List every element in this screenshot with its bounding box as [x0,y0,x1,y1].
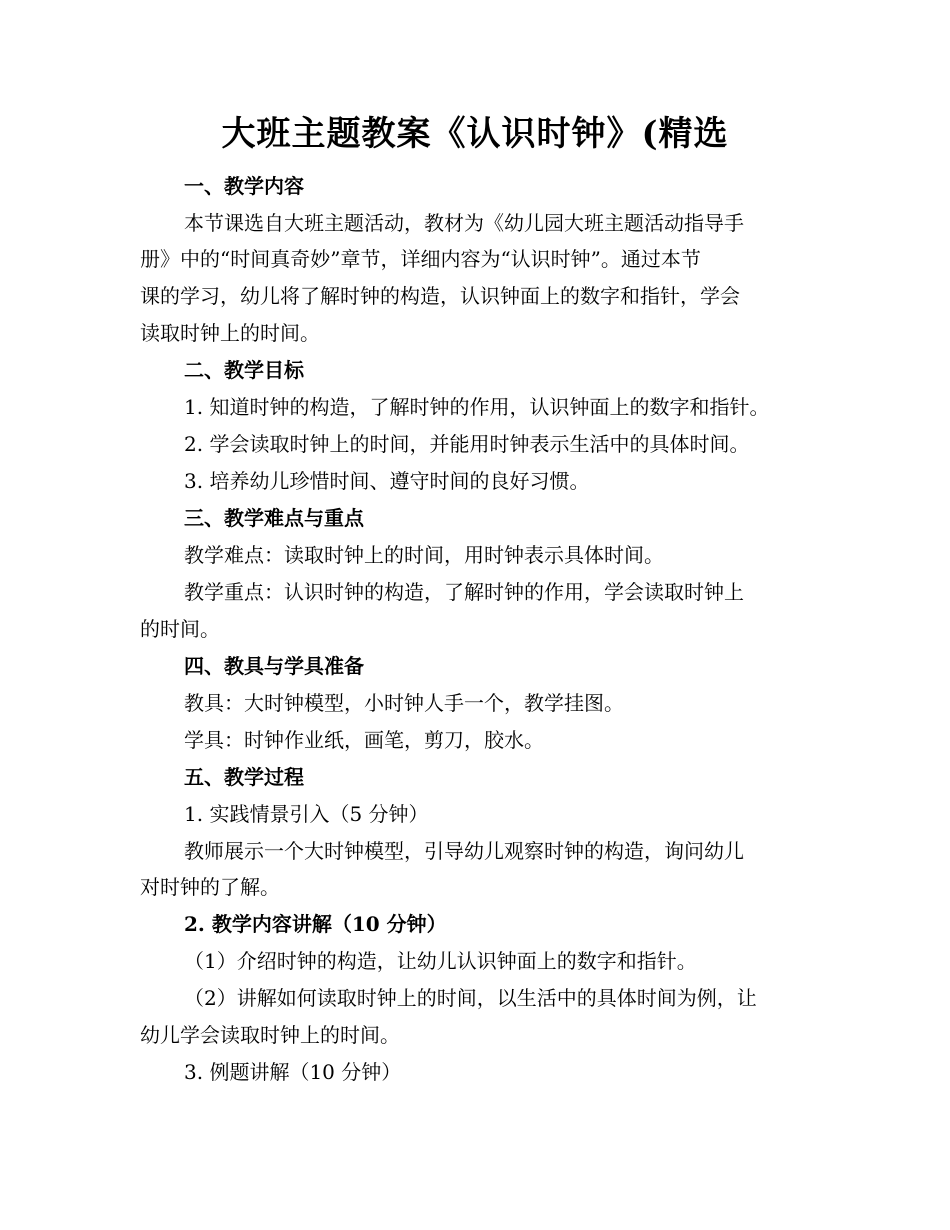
list-item: 1. 实践情景引入（5 分钟） [184,802,429,826]
list-item: 1. 知道时钟的构造，了解时钟的作用，认识钟面上的数字和指针。 [184,395,770,419]
paragraph-line: 教学难点：读取时钟上的时间，用时钟表示具体时间。 [184,543,664,567]
paragraph-line: 读取时钟上的时间。 [140,321,320,345]
section-heading-teaching-content: 一、教学内容 [184,174,304,198]
paragraph-line: 教具：大时钟模型，小时钟人手一个，教学挂图。 [184,691,624,715]
paragraph-line: （1）介绍时钟的构造，让幼儿认识钟面上的数字和指针。 [184,949,697,973]
list-item: 3. 培养幼儿珍惜时间、遵守时间的良好习惯。 [184,469,590,493]
section-heading-teaching-process: 五、教学过程 [184,765,304,789]
section-heading-teaching-goals: 二、教学目标 [184,358,304,382]
list-item: 2. 学会读取时钟上的时间，并能用时钟表示生活中的具体时间。 [184,432,750,456]
paragraph-line: 教师展示一个大时钟模型，引导幼儿观察时钟的构造，询问幼儿 [184,839,744,863]
section-heading-difficulties-key-points: 三、教学难点与重点 [184,506,364,530]
paragraph-line: 对时钟的了解。 [140,875,280,899]
paragraph-line: 幼儿学会读取时钟上的时间。 [140,1023,400,1047]
list-item: 3. 例题讲解（10 分钟） [184,1060,402,1084]
paragraph-line: （2）讲解如何读取时钟上的时间，以生活中的具体时间为例，让 [184,986,757,1010]
document-title: 大班主题教案《认识时钟》(精选 [221,114,729,154]
paragraph-line: 学具：时钟作业纸，画笔，剪刀，胶水。 [184,728,544,752]
paragraph-line: 本节课选自大班主题活动，教材为《幼儿园大班主题活动指导手 [184,211,744,235]
section-heading-teaching-aids: 四、教具与学具准备 [184,654,364,678]
paragraph-line: 教学重点：认识时钟的构造，了解时钟的作用，学会读取时钟上 [184,580,744,604]
paragraph-line: 册》中的“时间真奇妙”章节，详细内容为“认识时钟”。通过本节 [140,247,701,271]
paragraph-line: 课的学习，幼儿将了解时钟的构造，认识钟面上的数字和指针，学会 [140,284,740,308]
paragraph-line: 的时间。 [140,617,220,641]
list-item: 2. 教学内容讲解（10 分钟） [184,912,447,936]
